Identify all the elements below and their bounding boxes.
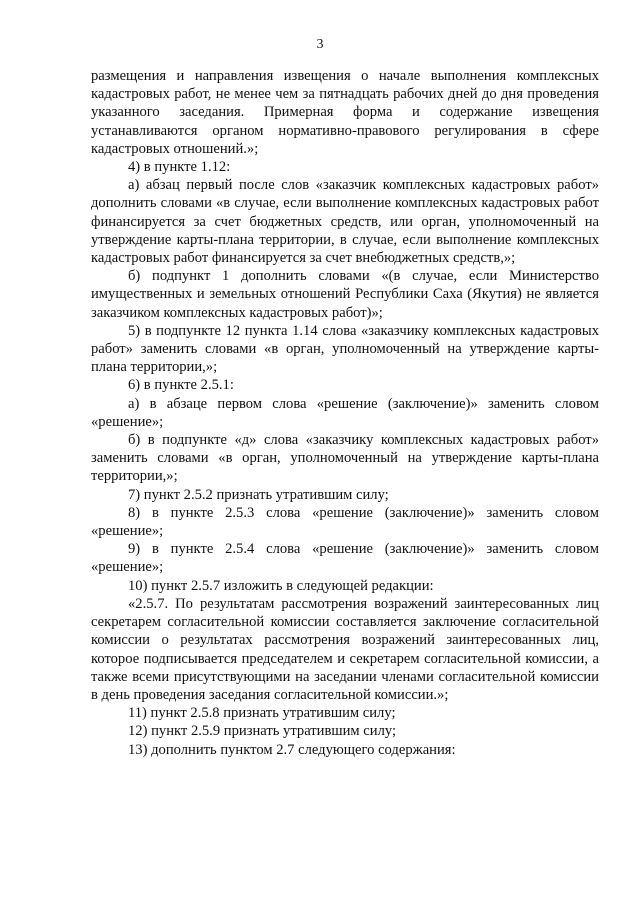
document-body (91, 67, 599, 759)
paragraph-item-4a: а) абзац первый после слов «заказчик комплексных кадастровых работ» дополнить словами «в случае, если выполнение комплексных кадастровых работ финансируется за счет бюджетных средств, или орган, уполномоченный на утверждение карты-плана территории, в случае, если выполнение комплексных кадастровых работ финансируется за счет внебюджетных средств,»; (91, 177, 599, 267)
paragraph-item-4b: б) подпункт 1 дополнить словами «(в случае, если Министерство имущественных и земельных отношений Республики Саха (Якутия) не является заказчиком комплексных кадастровых работ)»; (91, 268, 599, 321)
paragraph-continuation: размещения и направления извещения о начале выполнения комплексных кадастровых работ, не менее чем за пятнадцать рабочих дней до дня проведения указанного заседания. Примерная форма и содержание извещения устанавливаются органом нормативно-правового регулирования в сфере кадастровых отношений.»; (91, 68, 599, 157)
paragraph-item-5: 5) в подпункте 12 пункта 1.14 слова «заказчику комплексных кадастровых работ» заменить словами «в орган, уполномоченный на утверждение карты-плана территории,»; (91, 322, 599, 376)
paragraph-item-7: 7) пункт 2.5.2 признать утратившим силу; (128, 486, 389, 503)
paragraph-item-6a: а) в абзаце первом слова «решение (заключение)» заменить словом «решение»; (91, 395, 599, 430)
paragraph-quote-2-5-7: «2.5.7. По результатам рассмотрения возражений заинтересованных лиц секретарем согласительной комиссии составляется заключение согласительной комиссии о результатах рассмотрения возражений заинтересованных лиц, которое подписывается председателем и секретарем согласительной комиссии, а также всеми присутствующими на заседании членами согласительной комиссии в день проведения заседания согласительной комиссии.»; (91, 595, 599, 703)
page-number: 3 (316, 37, 324, 52)
paragraph-item-13: 13) дополнить пунктом 2.7 следующего содержания: (128, 741, 456, 758)
paragraph-item-8: 8) в пункте 2.5.3 слова «решение (заключение)» заменить словом «решение»; (91, 504, 599, 540)
paragraph-item-12: 12) пункт 2.5.9 признать утратившим силу; (128, 723, 397, 740)
paragraph-item-6: 6) в пункте 2.5.1: (128, 377, 234, 394)
paragraph-item-11: 11) пункт 2.5.8 признать утратившим силу; (128, 705, 396, 722)
paragraph-item-4: 4) в пункте 1.12: (128, 159, 231, 176)
paragraph-item-6b: б) в подпункте «д» слова «заказчику комплексных кадастровых работ» заменить словами «в орган, уполномоченный на утверждение карты-плана территории,»; (91, 432, 599, 485)
paragraph-item-9: 9) в пункте 2.5.4 слова «решение (заключение)» заменить словом «решение»; (91, 541, 599, 576)
paragraph-item-10: 10) пункт 2.5.7 изложить в следующей редакции: (128, 577, 434, 594)
